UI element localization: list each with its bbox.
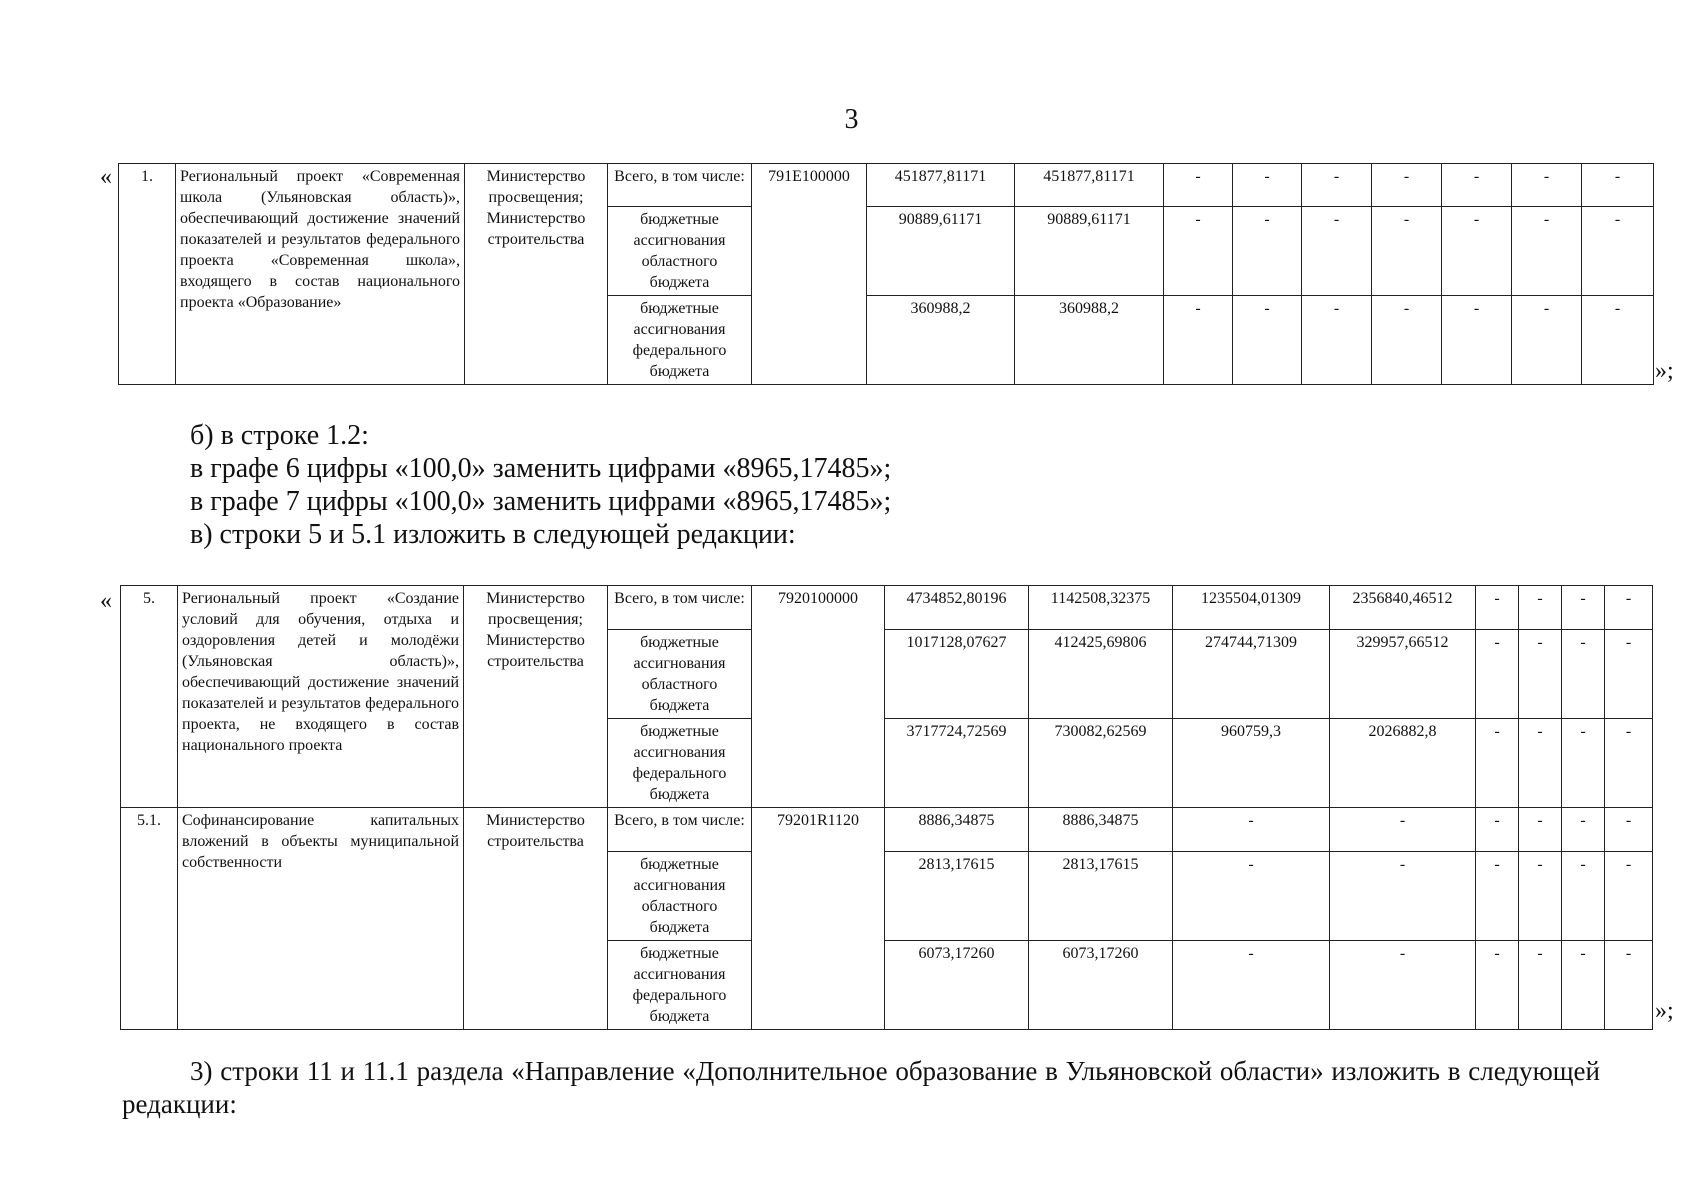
cell-value: - — [1476, 852, 1519, 941]
cell-value: 8886,34875 — [885, 808, 1029, 852]
page-number: 3 — [844, 104, 859, 135]
cell-value: - — [1519, 630, 1562, 719]
cell-value: 8886,34875 — [1029, 808, 1173, 852]
cell-value: - — [1562, 719, 1605, 808]
cell-value: - — [1476, 719, 1519, 808]
cell-value: 2026882,8 — [1330, 719, 1476, 808]
cell-value: 6073,17260 — [1029, 941, 1173, 1030]
row-number: 5. — [121, 586, 178, 808]
cell-value: - — [1582, 296, 1654, 385]
cell-value: - — [1233, 207, 1302, 296]
row-number: 1. — [119, 164, 176, 385]
table1 — [118, 163, 1654, 385]
project-name: Софинансирование капитальных вложений в объекты муниципальной собственности — [178, 808, 464, 1030]
cell-value: - — [1173, 852, 1330, 941]
cell-value: - — [1330, 852, 1476, 941]
cell-value: 3717724,72569 — [885, 719, 1029, 808]
table1-close-quote: »; — [1655, 358, 1674, 384]
table2-close-quote: »; — [1655, 998, 1674, 1024]
table2-open-quote: « — [100, 588, 112, 614]
cell-value: 6073,17260 — [885, 941, 1029, 1030]
cell-value: - — [1442, 296, 1512, 385]
cell-value: 329957,66512 — [1330, 630, 1476, 719]
cell-value: 360988,2 — [867, 296, 1015, 385]
cell-value: - — [1164, 164, 1233, 207]
table-row — [119, 164, 1654, 207]
executor: Министерство просвещения; Министерство строительства — [464, 586, 608, 808]
cell-value: 412425,69806 — [1029, 630, 1173, 719]
cell-value: - — [1605, 941, 1653, 1030]
cell-value: - — [1605, 630, 1653, 719]
project-name: Региональный проект «Современная школа (Ульяновская область)», обеспечивающий достижение значений показателей и результатов федерального проекта «Современная школа», входящего в состав национального проекта «Образование» — [176, 164, 465, 385]
cell-value: - — [1562, 808, 1605, 852]
cell-value: - — [1372, 164, 1442, 207]
cell-value: - — [1302, 296, 1372, 385]
cell-value: - — [1442, 164, 1512, 207]
cell-value: - — [1476, 808, 1519, 852]
cell-value: 1017128,07627 — [885, 630, 1029, 719]
cell-value: - — [1372, 296, 1442, 385]
table1-open-quote: « — [100, 164, 112, 190]
executor: Министерство строительства — [464, 808, 608, 1030]
cell-value: - — [1605, 808, 1653, 852]
paragraph-line: б) в строке 1.2: — [190, 420, 369, 451]
cell-value: 730082,62569 — [1029, 719, 1173, 808]
cell-value: - — [1605, 852, 1653, 941]
cell-value: 2813,17615 — [1029, 852, 1173, 941]
cell-value: - — [1519, 852, 1562, 941]
cell-value: - — [1562, 852, 1605, 941]
cell-value: - — [1512, 207, 1582, 296]
budget-code: 79201R1120 — [752, 808, 885, 1030]
cell-value: 90889,61171 — [867, 207, 1015, 296]
budget-code: 7920100000 — [752, 586, 885, 808]
cell-value: - — [1302, 207, 1372, 296]
cell-value: 451877,81171 — [1015, 164, 1164, 207]
cell-value: - — [1372, 207, 1442, 296]
cell-value: 1235504,01309 — [1173, 586, 1330, 630]
project-name: Региональный проект «Создание условий для обучения, отдыха и оздоровления детей и молодёжи (Ульяновская область)», обеспечивающий достижение значений показателей и результатов федерального проекта, не входящего в состав национального проекта — [178, 586, 464, 808]
cell-value: - — [1605, 719, 1653, 808]
cell-value: - — [1582, 207, 1654, 296]
cell-value: 90889,61171 — [1015, 207, 1164, 296]
cell-value: - — [1330, 941, 1476, 1030]
cell-value: 360988,2 — [1015, 296, 1164, 385]
funding-source: бюджетные ассигнования федерального бюджета — [608, 719, 752, 808]
cell-value: - — [1302, 164, 1372, 207]
cell-value: - — [1164, 207, 1233, 296]
cell-value: 960759,3 — [1173, 719, 1330, 808]
cell-value: - — [1605, 586, 1653, 630]
cell-value: - — [1519, 586, 1562, 630]
cell-value: 2813,17615 — [885, 852, 1029, 941]
funding-source: Всего, в том числе: — [608, 808, 752, 852]
cell-value: - — [1233, 164, 1302, 207]
table-row — [121, 586, 1653, 630]
cell-value: 1142508,32375 — [1029, 586, 1173, 630]
cell-value: - — [1519, 808, 1562, 852]
funding-source: бюджетные ассигнования областного бюджета — [608, 207, 752, 296]
cell-value: - — [1476, 586, 1519, 630]
cell-value: 451877,81171 — [867, 164, 1015, 207]
cell-value: - — [1164, 296, 1233, 385]
cell-value: - — [1330, 808, 1476, 852]
cell-value: - — [1562, 586, 1605, 630]
cell-value: - — [1512, 164, 1582, 207]
paragraph-line: в) строки 5 и 5.1 изложить в следующей редакции: — [190, 519, 796, 550]
cell-value: - — [1582, 164, 1654, 207]
paragraph-final: 3) строки 11 и 11.1 раздела «Направление «Дополнительное образование в Ульяновской области» изложить в следующей редакции: — [122, 1056, 1600, 1119]
cell-value: - — [1562, 941, 1605, 1030]
executor: Министерство просвещения; Министерство строительства — [465, 164, 608, 385]
cell-value: - — [1512, 296, 1582, 385]
cell-value: 2356840,46512 — [1330, 586, 1476, 630]
cell-value: - — [1519, 719, 1562, 808]
cell-value: - — [1562, 630, 1605, 719]
paragraph-line: в графе 7 цифры «100,0» заменить цифрами «8965,17485»; — [190, 486, 892, 517]
funding-source: бюджетные ассигнования областного бюджета — [608, 630, 752, 719]
table2 — [120, 585, 1653, 1030]
funding-source: бюджетные ассигнования федерального бюджета — [608, 941, 752, 1030]
funding-source: бюджетные ассигнования областного бюджета — [608, 852, 752, 941]
table-row — [121, 808, 1653, 852]
cell-value: - — [1173, 941, 1330, 1030]
cell-value: - — [1442, 207, 1512, 296]
cell-value: - — [1476, 630, 1519, 719]
cell-value: - — [1173, 808, 1330, 852]
cell-value: - — [1233, 296, 1302, 385]
row-number: 5.1. — [121, 808, 178, 1030]
budget-code: 791E100000 — [752, 164, 867, 385]
funding-source: бюджетные ассигнования федерального бюджета — [608, 296, 752, 385]
cell-value: 4734852,80196 — [885, 586, 1029, 630]
funding-source: Всего, в том числе: — [608, 164, 752, 207]
cell-value: - — [1519, 941, 1562, 1030]
cell-value: 274744,71309 — [1173, 630, 1330, 719]
cell-value: - — [1476, 941, 1519, 1030]
funding-source: Всего, в том числе: — [608, 586, 752, 630]
paragraph-line: в графе 6 цифры «100,0» заменить цифрами «8965,17485»; — [190, 453, 892, 484]
